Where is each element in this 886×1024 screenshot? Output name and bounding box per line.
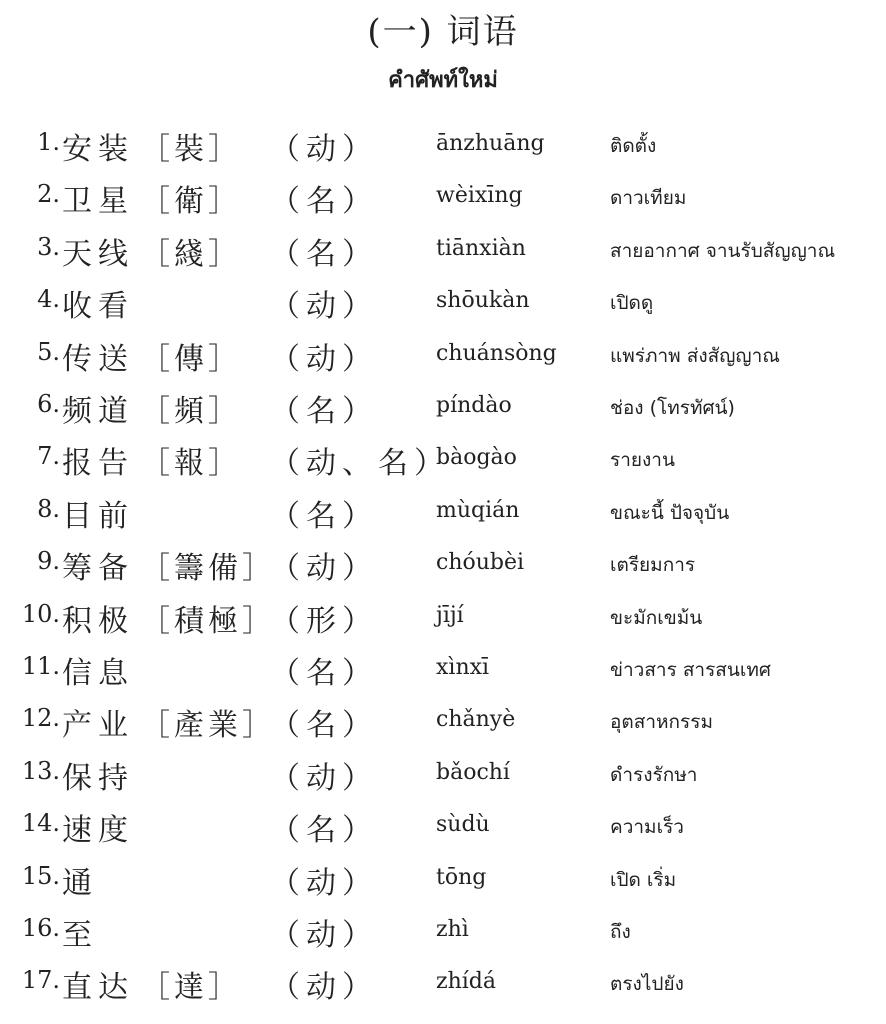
entry-pinyin: chóubèi bbox=[436, 550, 525, 575]
entry-pinyin: tōng bbox=[436, 865, 487, 890]
page-title: (一) 词语 bbox=[367, 12, 519, 52]
entry-pinyin: tiānxiàn bbox=[436, 236, 526, 261]
page-subtitle: คำศัพท์ใหม่ bbox=[388, 68, 498, 93]
entry-number: 10. bbox=[21, 600, 60, 628]
entry-part-of-speech: （名） bbox=[270, 708, 378, 743]
entry-word: 信息 bbox=[62, 656, 134, 691]
entry-part-of-speech: （动） bbox=[270, 289, 378, 324]
entry-traditional: ［傳］ bbox=[140, 342, 242, 377]
vocab-row bbox=[0, 644, 886, 696]
entry-traditional: ［積極］ bbox=[140, 604, 276, 639]
entry-thai-meaning: ตรงไปยัง bbox=[610, 973, 684, 995]
vocab-row bbox=[0, 330, 886, 382]
entry-word: 收看 bbox=[62, 289, 134, 324]
entry-number: 17. bbox=[21, 966, 60, 994]
entry-part-of-speech: （名） bbox=[270, 813, 378, 848]
entry-part-of-speech: （名） bbox=[270, 237, 378, 272]
entry-word: 频道 bbox=[62, 394, 134, 429]
entry-thai-meaning: ขณะนี้ ปัจจุบัน bbox=[610, 502, 730, 524]
entry-number: 5. bbox=[37, 338, 60, 366]
vocab-row bbox=[0, 749, 886, 801]
entry-number: 15. bbox=[21, 862, 60, 890]
entry-part-of-speech: （动） bbox=[270, 761, 378, 796]
entry-word: 目前 bbox=[62, 499, 134, 534]
entry-traditional: ［產業］ bbox=[140, 708, 276, 743]
entry-pinyin: chǎnyè bbox=[436, 707, 516, 732]
entry-part-of-speech: （动） bbox=[270, 918, 378, 953]
entry-thai-meaning: เปิด เริ่ม bbox=[610, 869, 677, 891]
entry-part-of-speech: （动） bbox=[270, 132, 378, 167]
entry-thai-meaning: อุตสาหกรรม bbox=[610, 711, 713, 733]
entry-part-of-speech: （名） bbox=[270, 394, 378, 429]
entry-traditional: ［裝］ bbox=[140, 132, 242, 167]
entry-traditional: ［籌備］ bbox=[140, 551, 276, 586]
entry-word: 筹备 bbox=[62, 551, 134, 586]
entry-number: 3. bbox=[37, 233, 60, 261]
entry-pinyin: píndào bbox=[436, 393, 512, 418]
entry-part-of-speech: （动） bbox=[270, 342, 378, 377]
entry-thai-meaning: ช่อง (โทรทัศน์) bbox=[610, 397, 735, 419]
entry-pinyin: shōukàn bbox=[436, 288, 530, 313]
entry-part-of-speech: （名） bbox=[270, 184, 378, 219]
entry-pinyin: xìnxī bbox=[436, 655, 490, 680]
entry-word: 报告 bbox=[62, 446, 134, 481]
entry-pinyin: sùdù bbox=[436, 812, 490, 837]
vocab-row bbox=[0, 906, 886, 958]
entry-number: 6. bbox=[37, 390, 60, 418]
entry-number: 9. bbox=[37, 547, 60, 575]
entry-thai-meaning: เตรียมการ bbox=[610, 554, 696, 576]
entry-number: 7. bbox=[37, 442, 60, 470]
entry-word: 传送 bbox=[62, 342, 134, 377]
entry-pinyin: ānzhuāng bbox=[436, 131, 545, 156]
entry-number: 11. bbox=[21, 652, 60, 680]
entry-number: 16. bbox=[21, 914, 60, 942]
entry-word: 直达 bbox=[62, 970, 134, 1005]
entry-pinyin: zhídá bbox=[436, 969, 496, 994]
entry-pinyin: chuánsòng bbox=[436, 341, 557, 366]
entry-thai-meaning: ดาวเทียม bbox=[610, 187, 687, 209]
entry-word: 卫星 bbox=[62, 184, 134, 219]
vocab-row bbox=[0, 434, 886, 486]
entry-number: 4. bbox=[37, 285, 60, 313]
entry-word: 速度 bbox=[62, 813, 134, 848]
entry-pinyin: zhì bbox=[436, 917, 469, 942]
entry-traditional: ［綫］ bbox=[140, 237, 242, 272]
entry-word: 天线 bbox=[62, 237, 134, 272]
vocab-row bbox=[0, 539, 886, 591]
vocab-row bbox=[0, 225, 886, 277]
entry-part-of-speech: （形） bbox=[270, 604, 378, 639]
entry-number: 1. bbox=[37, 128, 60, 156]
vocab-row bbox=[0, 696, 886, 748]
vocab-row bbox=[0, 172, 886, 224]
entry-part-of-speech: （动） bbox=[270, 551, 378, 586]
entry-part-of-speech: （动） bbox=[270, 866, 378, 901]
entry-traditional: ［衛］ bbox=[140, 184, 242, 219]
vocab-row bbox=[0, 382, 886, 434]
entry-number: 8. bbox=[37, 495, 60, 523]
entry-thai-meaning: รายงาน bbox=[610, 449, 675, 471]
vocab-row bbox=[0, 592, 886, 644]
entry-pinyin: mùqián bbox=[436, 498, 520, 523]
vocab-row bbox=[0, 120, 886, 172]
vocab-row bbox=[0, 801, 886, 853]
entry-pinyin: bǎochí bbox=[436, 760, 510, 785]
entry-thai-meaning: ข่าวสาร สารสนเทศ bbox=[610, 659, 771, 681]
entry-thai-meaning: ติดตั้ง bbox=[610, 135, 657, 157]
entry-word: 积极 bbox=[62, 604, 134, 639]
entry-thai-meaning: ความเร็ว bbox=[610, 816, 684, 838]
entry-traditional: ［報］ bbox=[140, 446, 242, 481]
entry-part-of-speech: （名） bbox=[270, 499, 378, 534]
vocab-row bbox=[0, 277, 886, 329]
entry-part-of-speech: （名） bbox=[270, 656, 378, 691]
entry-thai-meaning: สายอากาศ จานรับสัญญาณ bbox=[610, 240, 836, 262]
entry-pinyin: wèixīng bbox=[436, 183, 523, 208]
entry-thai-meaning: ดำรงรักษา bbox=[610, 764, 698, 786]
entry-word: 通 bbox=[62, 866, 98, 901]
entry-thai-meaning: ถึง bbox=[610, 921, 631, 943]
entry-traditional: ［達］ bbox=[140, 970, 242, 1005]
entry-number: 13. bbox=[21, 757, 60, 785]
entry-word: 保持 bbox=[62, 761, 134, 796]
entry-thai-meaning: เปิดดู bbox=[610, 292, 654, 314]
entry-thai-meaning: ขะมักเขม้น bbox=[610, 607, 703, 629]
entry-word: 安装 bbox=[62, 132, 134, 167]
vocab-row bbox=[0, 958, 886, 1010]
entry-traditional: ［頻］ bbox=[140, 394, 242, 429]
entry-thai-meaning: แพร่ภาพ ส่งสัญญาณ bbox=[610, 345, 780, 367]
entry-word: 产业 bbox=[62, 708, 134, 743]
entry-pinyin: bàogào bbox=[436, 445, 517, 470]
entry-number: 14. bbox=[21, 809, 60, 837]
entry-part-of-speech: （动、名） bbox=[270, 446, 450, 481]
vocab-row bbox=[0, 487, 886, 539]
entry-number: 2. bbox=[37, 180, 60, 208]
entry-number: 12. bbox=[21, 704, 60, 732]
entry-pinyin: jījí bbox=[436, 603, 464, 628]
vocab-row bbox=[0, 854, 886, 906]
entry-word: 至 bbox=[62, 918, 98, 953]
entry-part-of-speech: （动） bbox=[270, 970, 378, 1005]
